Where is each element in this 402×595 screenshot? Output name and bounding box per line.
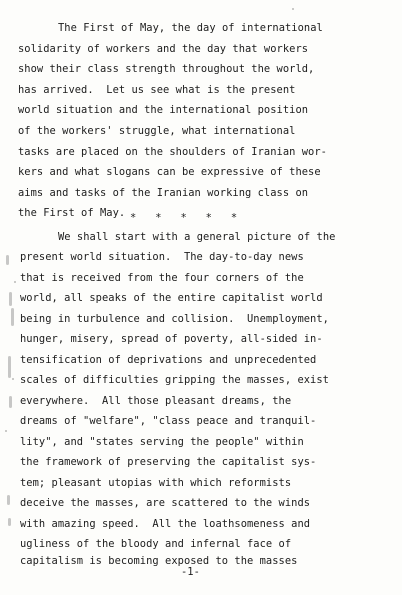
text-line: scales of difficulties gripping the masses, exist xyxy=(20,374,329,386)
text-line: capitalism is becoming exposed to the masses xyxy=(20,555,298,567)
text-line: tasks are placed on the shoulders of Iranian wor- xyxy=(18,146,327,158)
text-line: hunger, misery, spread of poverty, all-sided in- xyxy=(20,333,323,345)
text-line: the First of May. xyxy=(18,207,126,219)
text-line: with amazing speed. All the loathsomeness and xyxy=(20,518,311,530)
text-line: tem; pleasant utopias with which reformists xyxy=(20,477,292,489)
scan-speck xyxy=(14,281,16,283)
text-line: has arrived. Let us see what is the present xyxy=(18,84,296,96)
text-line: everywhere. All those pleasant dreams, the xyxy=(20,395,292,407)
text-line: kers and what slogans can be expressive of these xyxy=(18,166,321,178)
scan-speck xyxy=(292,8,294,10)
section-separator: * * * * * xyxy=(130,212,238,224)
text-line: solidarity of workers and the day that workers xyxy=(18,43,309,55)
text-line: aims and tasks of the Iranian working class on xyxy=(18,187,309,199)
text-line: show their class strength throughout the world, xyxy=(18,63,315,75)
scan-artifact xyxy=(11,308,14,326)
text-line: of the workers' struggle, what international xyxy=(18,125,296,137)
scan-artifact xyxy=(6,255,9,265)
scan-speck xyxy=(5,430,7,432)
text-line: that is received from the four corners of the xyxy=(20,272,304,284)
scan-artifact xyxy=(7,495,10,505)
text-line: present world situation. The day-to-day news xyxy=(20,251,304,263)
text-line: We shall start with a general picture of the xyxy=(58,231,336,243)
text-line: world situation and the international position xyxy=(18,104,309,116)
text-line: world, all speaks of the entire capitalist world xyxy=(20,292,323,304)
text-line: being in turbulence and collision. Unemployment, xyxy=(20,313,329,325)
page-number: -1- xyxy=(181,566,200,578)
text-line: tensification of deprivations and unprecedented xyxy=(20,354,317,366)
text-line: lity", and "states serving the people" within xyxy=(20,436,304,448)
scan-artifact xyxy=(8,518,11,526)
text-line: ugliness of the bloody and infernal face of xyxy=(20,538,292,550)
scan-artifact xyxy=(8,356,11,378)
text-line: deceive the masses, are scattered to the winds xyxy=(20,497,311,509)
scan-artifact xyxy=(9,396,12,408)
text-line: dreams of "welfare", "class peace and tranquil- xyxy=(20,415,317,427)
scan-speck xyxy=(12,378,14,380)
text-line: the framework of preserving the capitalist sys- xyxy=(20,456,317,468)
scan-artifact xyxy=(9,292,12,306)
text-line: The First of May, the day of international xyxy=(58,22,323,34)
